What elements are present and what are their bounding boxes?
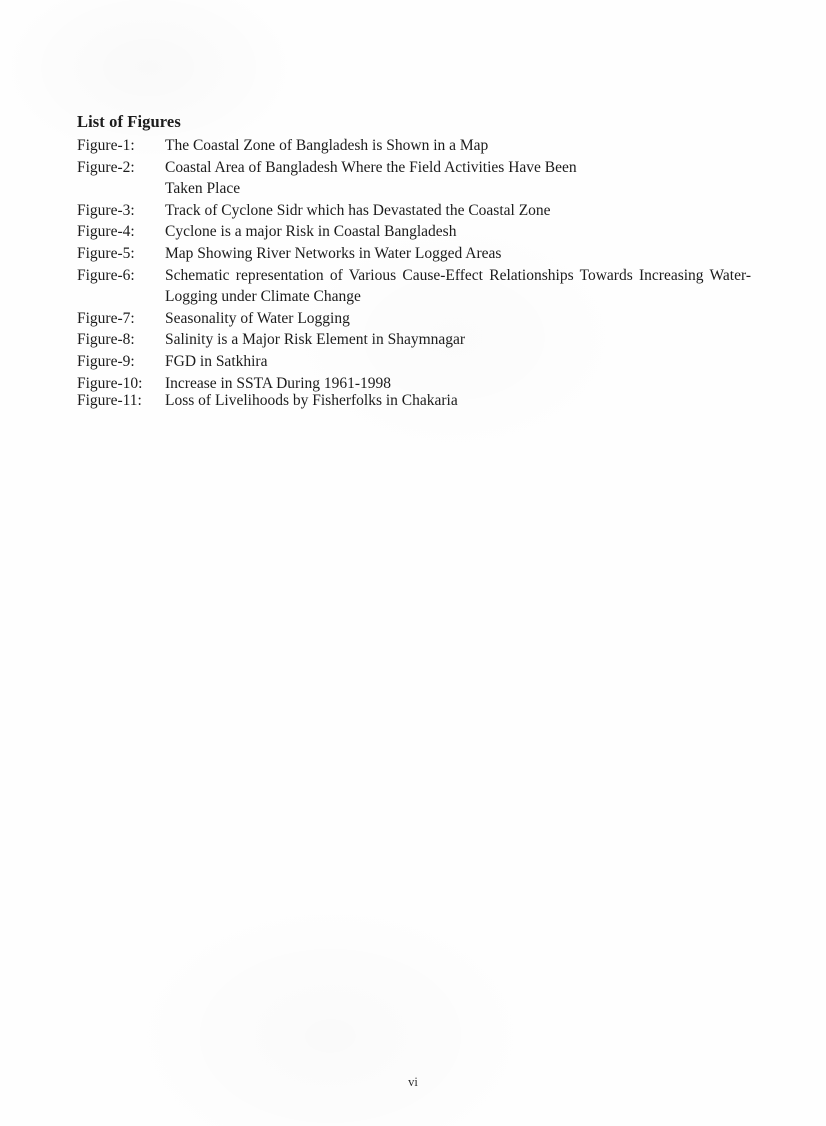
figure-label: Figure-11: (77, 391, 142, 409)
figure-entry-5 (77, 243, 751, 265)
figure-title-continued: Logging under Climate Change (165, 288, 361, 306)
figure-title-block (165, 221, 751, 243)
figure-entry-1 (77, 135, 751, 157)
figure-title-block (165, 390, 751, 412)
figure-title-block (165, 351, 751, 373)
figure-title-block (165, 308, 751, 330)
figure-title-block (165, 135, 751, 157)
figure-label: Figure-3: (77, 201, 135, 219)
figure-title: The Coastal Zone of Bangladesh is Shown in a Map (165, 137, 489, 154)
figure-entry-7 (77, 308, 751, 330)
figure-title: Cyclone is a major Risk in Coastal Bangladesh (165, 223, 457, 241)
figure-title: Map Showing River Networks in Water Logged Areas (165, 244, 502, 262)
figure-entry-6 (77, 265, 751, 308)
figure-label: Figure-1: (77, 137, 135, 154)
figure-title-block (165, 157, 751, 200)
figure-entry-11 (77, 390, 751, 412)
figure-title: Coastal Area of Bangladesh Where the Field Activities Have Been (165, 158, 577, 176)
figure-title: FGD in Satkhira (165, 352, 268, 370)
figure-title: Increase in SSTA During 1961-1998 (165, 374, 392, 392)
figure-title: Schematic representation of Various Cause-Effect Relationships Towards Increasing Water- (165, 266, 751, 284)
figure-entry-2 (77, 157, 751, 200)
figure-label: Figure-10: (77, 374, 143, 392)
figure-label: Figure-9: (77, 352, 135, 370)
list-of-figures-section (77, 110, 751, 411)
figure-title: Salinity is a Major Risk Element in Shaymnagar (165, 331, 466, 349)
figure-title: Track of Cyclone Sidr which has Devastated the Coastal Zone (165, 201, 551, 219)
figure-title-block (165, 329, 751, 351)
figure-title: Loss of Livelihoods by Fisherfolks in Chakaria (165, 391, 458, 409)
figure-entry-9 (77, 351, 751, 373)
figure-entry-3 (77, 200, 751, 222)
figure-title-continued: Taken Place (165, 180, 241, 198)
figure-title-block (165, 200, 751, 222)
figure-label: Figure-2: (77, 158, 135, 176)
figure-title-block (165, 243, 751, 265)
page-number: vi (408, 1075, 418, 1089)
figure-title-block (165, 265, 751, 308)
figure-entry-8 (77, 329, 751, 351)
figure-label: Figure-5: (77, 244, 135, 262)
figure-title: Seasonality of Water Logging (165, 309, 350, 327)
section-heading: List of Figures (77, 112, 181, 131)
figure-label: Figure-8: (77, 331, 135, 349)
figure-label: Figure-7: (77, 309, 135, 327)
figure-label: Figure-4: (77, 223, 135, 241)
figure-entry-4 (77, 221, 751, 243)
figure-label: Figure-6: (77, 266, 135, 284)
